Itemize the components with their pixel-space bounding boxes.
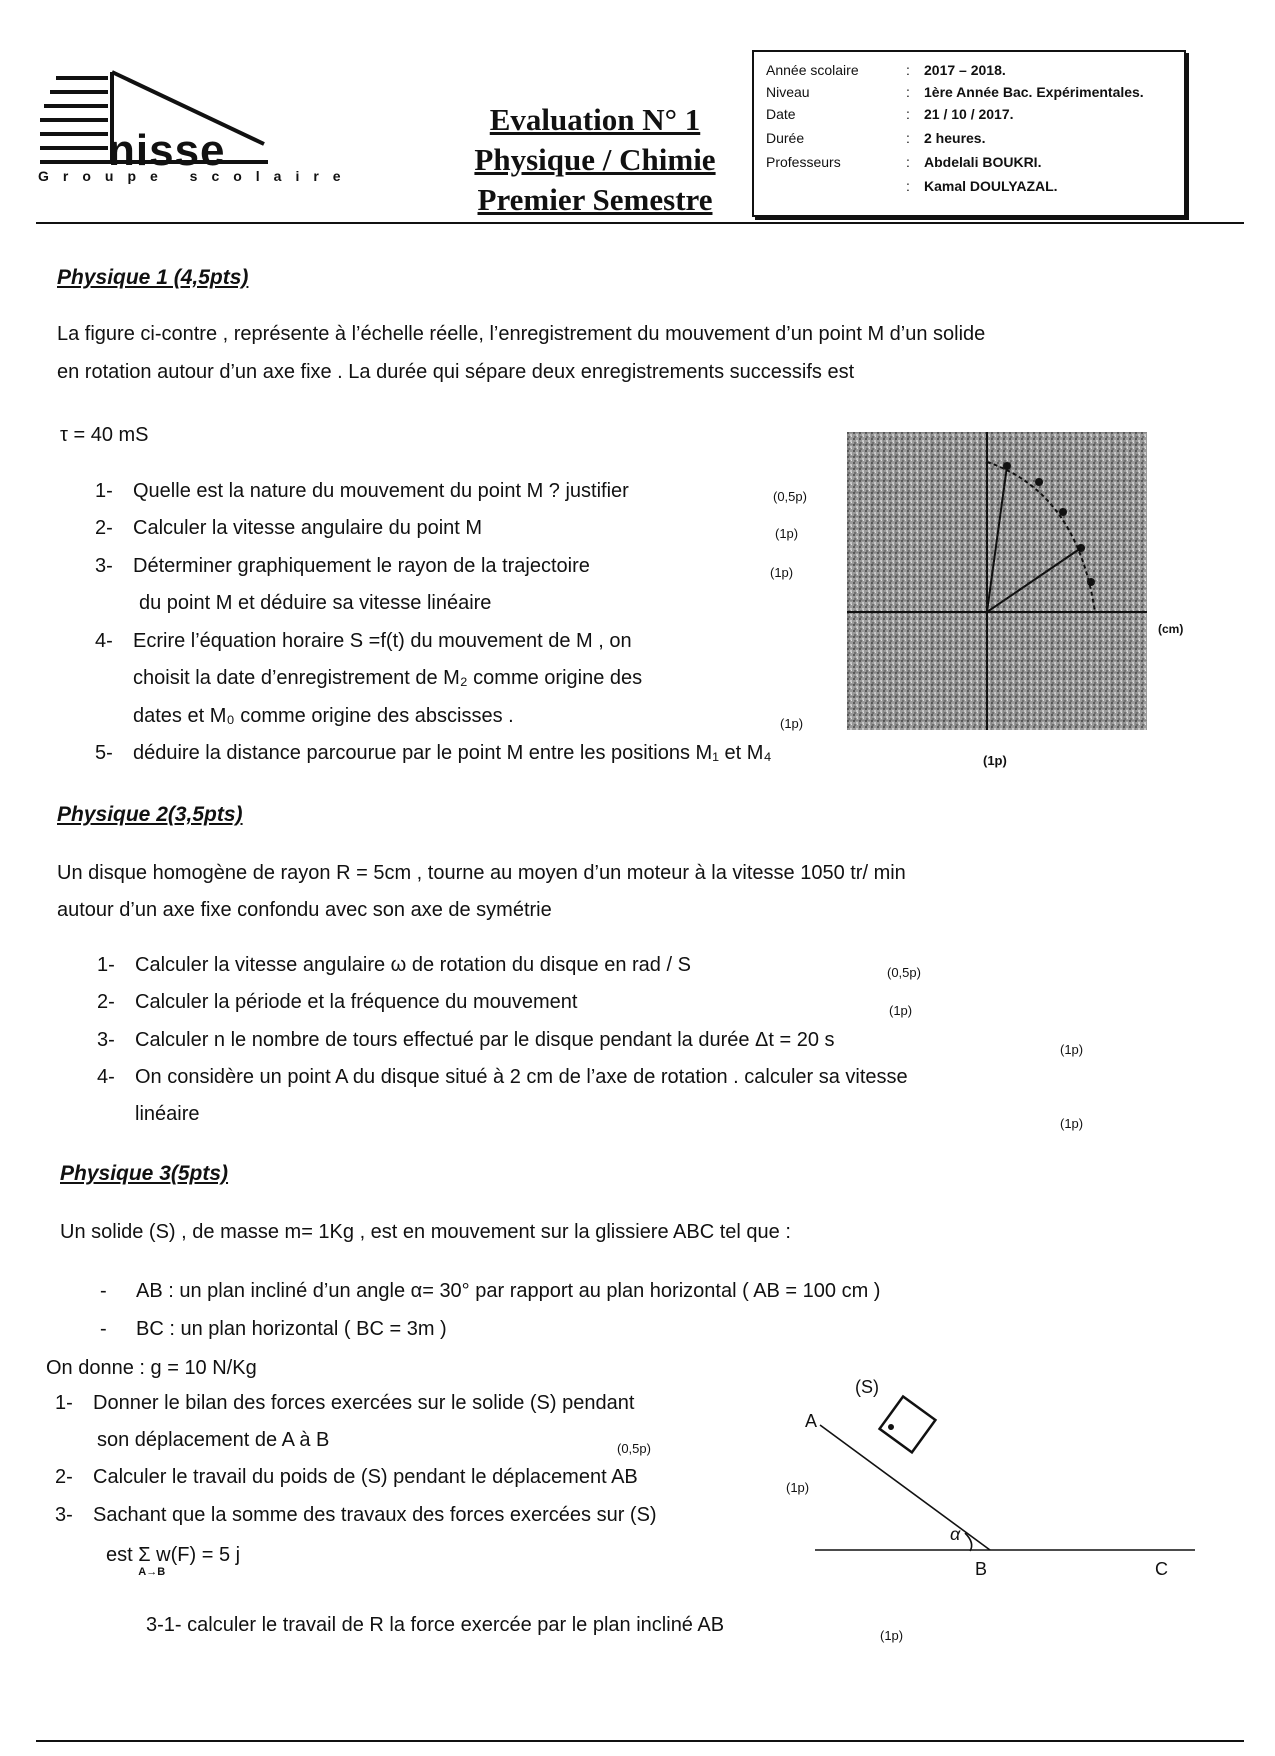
- exam-info-box: [752, 50, 1186, 217]
- inclined-plane-figure: [805, 1377, 1195, 1585]
- p1-points-4: (1p): [780, 716, 804, 731]
- p2-points-1: (0,5p): [887, 965, 921, 980]
- p1-question-4: 4- Ecrire l’équation horaire S =f(t) du mouvement de M , on: [95, 630, 632, 652]
- label-point-a: A: [805, 1411, 818, 1431]
- p2-question-3: 3- Calculer n le nombre de tours effectué par le disque pendant la durée Δt = 20 s: [97, 1029, 835, 1051]
- section-title-physique-2: Physique 2(3,5pts): [57, 803, 243, 826]
- p2-points-4: (1p): [1060, 1116, 1084, 1131]
- section-title-physique-1: Physique 1 (4,5pts): [57, 266, 249, 289]
- p1-question-3-cont: du point M et déduire sa vitesse linéaire: [139, 592, 492, 614]
- exam-subject: Physique / Chimie: [474, 142, 716, 177]
- header-divider: [36, 222, 1244, 224]
- label-angle-alpha: α: [950, 1524, 961, 1544]
- p3-question-1-cont: son déplacement de A à B: [97, 1429, 330, 1451]
- p3-work-sum: est Σ w(F) = 5 j A→B: [106, 1544, 241, 1578]
- p2-question-2: 2- Calculer la période et la fréquence du mouvement: [97, 991, 578, 1013]
- p2-question-4: 4- On considère un point A du disque situé à 2 cm de l’axe de rotation . calculer sa vitesse: [97, 1066, 908, 1088]
- p1-points-5: (1p): [983, 753, 1007, 768]
- p3-question-1: 1- Donner le bilan des forces exercées sur le solide (S) pendant: [55, 1392, 635, 1414]
- p2-question-4-cont: linéaire: [135, 1103, 200, 1125]
- info-row-teacher-2: : Kamal DOULYAZAL.: [906, 178, 1058, 194]
- tau-value: τ = 40 mS: [60, 424, 149, 446]
- p3-points-2: (1p): [786, 1480, 810, 1495]
- p3-given-g: On donne : g = 10 N/Kg: [46, 1357, 257, 1379]
- p2-question-1: 1- Calculer la vitesse angulaire ω de rotation du disque en rad / S: [97, 954, 691, 976]
- p1-question-4-cont-2: dates et M₀ comme origine des abscisses .: [133, 705, 514, 727]
- figure-axis-label: (cm): [1158, 622, 1184, 636]
- info-row-teachers: Professeurs : Abdelali BOUKRI.: [766, 154, 1042, 170]
- intro-line-2: en rotation autour d’un axe fixe . La durée qui sépare deux enregistrements successifs est: [57, 361, 855, 383]
- p3-points-3-1: (1p): [880, 1628, 904, 1643]
- info-row-level: Niveau : 1ère Année Bac. Expérimentales.: [766, 84, 1144, 100]
- p3-question-2: 2- Calculer le travail du poids de (S) pendant le déplacement AB: [55, 1466, 638, 1488]
- p3-sub-question-3-1: 3-1- calculer le travail de R la force exercée par le plan incliné AB: [146, 1614, 725, 1636]
- work-sum-expression: Σ w(F) = 5 j: [138, 1544, 241, 1566]
- p1-question-3: 3- Déterminer graphiquement le rayon de la trajectoire: [95, 555, 590, 577]
- section-title-physique-3: Physique 3(5pts): [60, 1162, 229, 1185]
- p2-points-3: (1p): [1060, 1042, 1084, 1057]
- logo-subtitle: Groupe scolaire: [38, 168, 355, 184]
- work-sum-subscript: A→B: [138, 1566, 166, 1578]
- p2-points-2: (1p): [889, 1003, 913, 1018]
- p1-points-1: (0,5p): [773, 489, 807, 504]
- p1-question-5: 5- déduire la distance parcourue par le point M entre les positions M₁ et M₄: [95, 742, 772, 764]
- info-row-date: Date : 21 / 10 / 2017.: [766, 106, 1014, 122]
- p3-points-1: (0,5p): [617, 1441, 651, 1456]
- p2-intro-line-2: autour d’un axe fixe confondu avec son axe de symétrie: [57, 899, 552, 921]
- p1-points-3: (1p): [770, 565, 794, 580]
- p2-intro-line-1: Un disque homogène de rayon R = 5cm , tourne au moyen d’un moteur à la vitesse 1050 tr/ min: [57, 862, 906, 884]
- label-point-c: C: [1155, 1559, 1168, 1579]
- p1-question-2: 2- Calculer la vitesse angulaire du point M: [95, 517, 483, 539]
- label-point-b: B: [975, 1559, 988, 1579]
- p1-points-2: (1p): [775, 526, 799, 541]
- trajectory-recording-figure: [847, 432, 1147, 730]
- p3-question-3: 3- Sachant que la somme des travaux des forces exercées sur (S): [55, 1504, 657, 1526]
- p3-intro: Un solide (S) , de masse m= 1Kg , est en mouvement sur la glissiere ABC tel que :: [60, 1221, 791, 1243]
- p3-bullet-bc: - BC : un plan horizontal ( BC = 3m ): [100, 1318, 447, 1340]
- p1-question-1: 1- Quelle est la nature du mouvement du point M ? justifier: [95, 480, 629, 502]
- exam-semester: Premier Semestre: [477, 182, 713, 217]
- footer-divider: [36, 1740, 1244, 1742]
- p1-question-4-cont-1: choisit la date d’enregistrement de M₂ comme origine des: [133, 667, 643, 689]
- label-solid-s: (S): [855, 1377, 879, 1397]
- exam-title: Evaluation N° 1: [489, 102, 701, 137]
- logo-wordmark: nisse: [108, 126, 226, 175]
- intro-line-1: La figure ci-contre , représente à l’échelle réelle, l’enregistrement du mouvement d’un point M d’un solide: [57, 323, 986, 345]
- p3-bullet-ab: - AB : un plan incliné d’un angle α= 30° par rapport au plan horizontal ( AB = 100 cm ): [100, 1280, 881, 1302]
- info-row-year: Année scolaire : 2017 – 2018.: [766, 62, 1006, 78]
- info-row-duration: Durée : 2 heures.: [766, 130, 986, 146]
